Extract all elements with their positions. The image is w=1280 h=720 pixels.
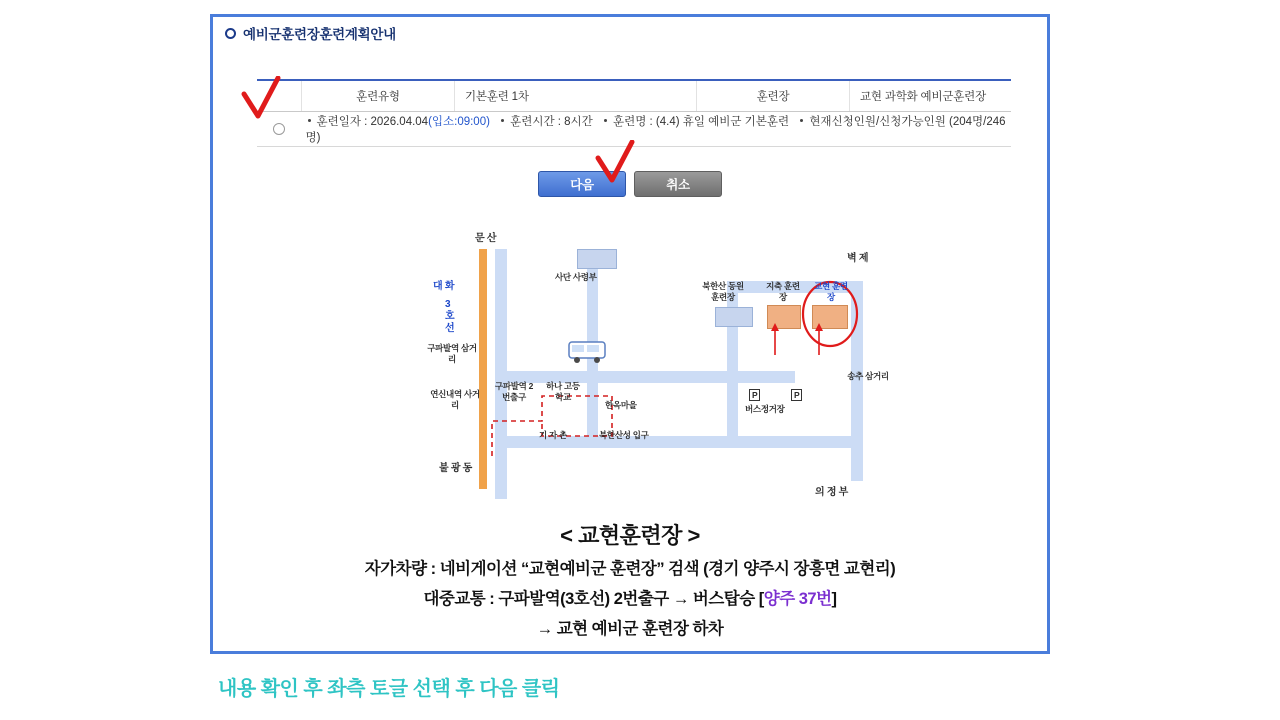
- training-plan-panel: [210, 14, 1050, 654]
- table-row: [257, 112, 1011, 147]
- caption-car-directions: 자가차량 : 네비게이션 “교현예비군 훈련장” 검색 (경기 양주시 장흥면 교현리): [364, 560, 896, 578]
- th-check: [257, 80, 302, 112]
- radio-cell[interactable]: [257, 112, 302, 147]
- select-training-radio[interactable]: [273, 123, 285, 135]
- map-road-horizontal-mid: [495, 371, 795, 383]
- map-road-vertical-a: [587, 261, 598, 441]
- next-button[interactable]: 다음: [538, 171, 626, 197]
- training-hours: 훈련시간 : 8시간: [510, 116, 593, 128]
- map-subway-line-3: [479, 249, 487, 489]
- map-label-songchu: 송추 삼거리: [847, 371, 889, 381]
- th-training-type: 훈련유형: [302, 80, 455, 112]
- th-training-place: 훈련장: [697, 80, 850, 112]
- caption-transit-post: ]: [831, 590, 837, 608]
- map-label-hana-highschool: 하나 고등학교: [546, 381, 580, 402]
- caption-bus-number: 양주 37번: [763, 590, 832, 608]
- bullet-dot-icon: [604, 119, 607, 122]
- training-capacity: 현재신청인원/신청가능인원 (204명/246명): [305, 116, 1006, 144]
- training-table: [257, 79, 1011, 147]
- panel-body: [227, 49, 1033, 637]
- bullet-dot-icon: [800, 119, 803, 122]
- map-label-bukhansanseong: 북한산성 입구: [599, 430, 649, 440]
- bullet-dot-icon: [308, 119, 311, 122]
- caption-transit-pre: 대중교통 : 구파발역(3호선) 2번출구 → 버스탑승 [: [423, 590, 764, 608]
- table-header-row: [257, 80, 1011, 112]
- parking-icon-1: P: [749, 389, 760, 401]
- map-label-munsan: 문 산: [475, 233, 497, 244]
- map-building-division-hq: [577, 249, 617, 269]
- bullet-dot-icon: [501, 119, 504, 122]
- panel-header: [213, 17, 1047, 49]
- map-label-hanok-village: 한옥마을: [605, 400, 637, 410]
- map-label-jichuk-training: 지축 훈련장: [766, 281, 800, 302]
- map-label-uijeongbu: 의 정 부: [815, 487, 849, 498]
- map-label-gyohyeon-training: 교현 훈련장: [814, 281, 848, 302]
- parking-icon-2: P: [791, 389, 802, 401]
- map-road-vertical-b: [727, 281, 738, 441]
- location-map: [427, 221, 897, 501]
- training-date: 훈련일자 : 2026.04.04: [316, 116, 429, 128]
- map-building-gyohyeon: [812, 305, 848, 329]
- td-training-place-value: 교현 과학화 예비군훈련장: [850, 80, 1012, 112]
- cancel-button[interactable]: 취소: [634, 171, 722, 197]
- training-entry-time: (입소:09:00): [428, 116, 490, 128]
- map-label-gijachon: 기 자 촌: [539, 430, 567, 440]
- map-building-jichuk: [767, 305, 801, 329]
- map-label-bulgwangdong: 불 광 동: [439, 463, 473, 474]
- map-building-bukhansan: [715, 307, 753, 327]
- map-label-division-hq: 사단 사령부: [555, 272, 597, 282]
- map-label-gupabal-samgeori: 구파발역 삼거리: [427, 343, 477, 364]
- map-road-right-join: [787, 436, 863, 448]
- map-label-bus-stop: 버스정거장: [745, 404, 785, 414]
- map-label-yeonsinnae: 연신내역 사거리: [430, 389, 480, 410]
- map-label-gupabal-exit2: 구파발역 2번출구: [494, 381, 534, 402]
- training-table-wrapper: [257, 79, 1011, 147]
- map-label-line3: 3 호 선: [445, 299, 455, 334]
- training-name: 훈련명 : (4.4) 휴일 예비군 기본훈련: [612, 116, 790, 128]
- action-button-row: [227, 171, 1033, 197]
- page-title: 예비군훈련장훈련계획안내: [243, 27, 396, 42]
- map-label-bukhansan-training: 북한산 동원훈련장: [702, 281, 744, 302]
- circle-bullet-icon: [225, 28, 236, 39]
- caption-transit-line3: → 교현 예비군 훈련장 하차: [536, 620, 724, 638]
- map-label-daehwa: 대 화: [433, 281, 455, 292]
- training-detail-cell: [302, 112, 1012, 147]
- map-label-byeokje: 벽 제: [847, 253, 869, 264]
- caption-transit-directions: [227, 585, 1033, 609]
- td-training-type-value: 기본훈련 1차: [455, 80, 697, 112]
- bottom-annotation-text: 내용 확인 후 좌측 토글 선택 후 다음 클릭: [218, 678, 560, 700]
- caption-title: < 교현훈련장 >: [560, 523, 700, 548]
